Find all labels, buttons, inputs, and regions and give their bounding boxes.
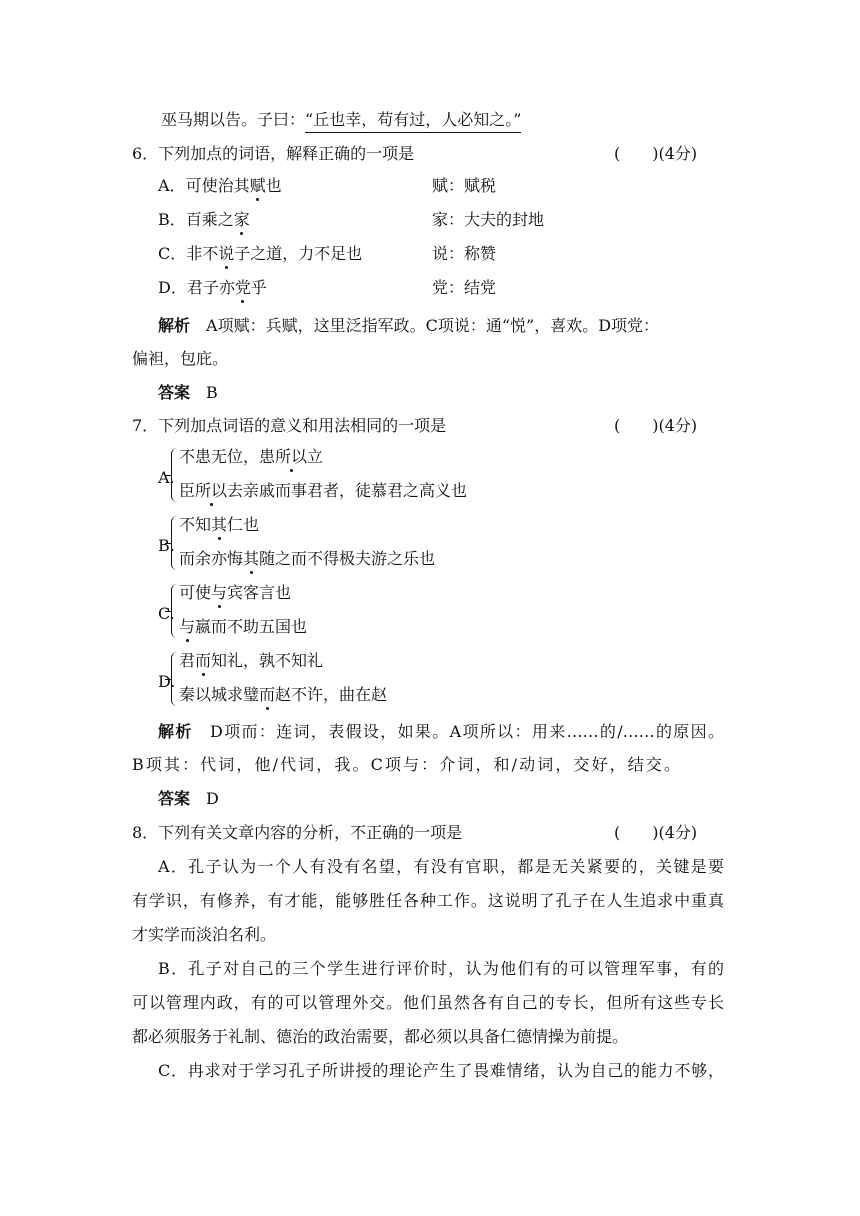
- q8-option-a-line3: 才实学而淡泊名利。: [132, 925, 277, 944]
- q8-score: ( )(4分): [614, 823, 698, 842]
- dotted-word: 家: [233, 210, 250, 229]
- q7-b-line1: 不知其仁也: [179, 515, 260, 534]
- q7-d-line1: 君而知礼，孰不知礼: [179, 651, 324, 670]
- q6-answer: [158, 385, 218, 401]
- answer-value: D: [206, 789, 219, 808]
- q6-analysis-line1: 解析 A项赋：兵赋，这里泛指军政。C项说：通“悦”，喜欢。D项党：: [158, 316, 660, 335]
- q6-def-a: 赋：赋税: [432, 176, 497, 195]
- brace: [171, 652, 179, 706]
- q7-analysis-line2: B项其：代词，他/代词，我。C项与：介词，和/动词，交好，结交。: [132, 755, 680, 774]
- dotted-word: 党: [234, 278, 251, 297]
- q7-group-c-label: C.: [158, 604, 175, 623]
- q8-option-a-line2: 有学识，有修养，有才能，能够胜任各种工作。这说明了孔子在人生追求中重真: [132, 891, 724, 910]
- q7-c-line1: 可使与宾客言也: [179, 583, 292, 602]
- q7-group-b-label: B.: [158, 536, 175, 555]
- q8-option-b-line1: B．孔子对自己的三个学生进行评价时，认为他们有的可以管理军事，有的: [158, 959, 724, 978]
- q7-stem: 7．下列加点词语的意义和用法相同的一项是: [132, 416, 447, 435]
- q8-option-c-line1: C．冉求对于学习孔子所讲授的理论产生了畏难情绪，认为自己的能力不够，: [158, 1061, 724, 1080]
- analysis-label: 解析: [158, 722, 193, 741]
- q6-def-d: 党：结党: [432, 278, 497, 297]
- q6-option-c: C．非不说子之道，力不足也: [158, 244, 363, 263]
- q6-def-b: 家：大夫的封地: [432, 210, 545, 229]
- q6-analysis-line2: 偏袒，包庇。: [132, 349, 229, 368]
- q6-option-d: D．君子亦党乎: [158, 278, 267, 297]
- q6-stem: 6．下列加点的词语，解释正确的一项是: [132, 144, 415, 163]
- q7-c-line2: 与嬴而不助五国也: [179, 617, 308, 636]
- q7-answer: [158, 791, 219, 807]
- answer-value: B: [206, 383, 218, 402]
- q7-a-line1: 不患无位，患所以立: [179, 447, 324, 466]
- q6-option-a: A．可使治其赋也: [158, 176, 282, 195]
- analysis-label: 解析: [158, 316, 191, 335]
- dotted-word: 说: [218, 244, 235, 263]
- q8-option-b-line3: 都必须服务于礼制、德治的政治需要，都必须以具备仁德情操为前提。: [132, 1027, 629, 1046]
- brace: [171, 448, 179, 502]
- q6-option-b: B．百乘之家: [158, 210, 250, 229]
- underlined-quote: “丘也幸，苟有过，人必知之。”: [305, 110, 521, 133]
- q7-score: ( )(4分): [614, 416, 698, 435]
- brace: [171, 584, 179, 638]
- quote-text: 巫马期以告。子曰：: [161, 110, 306, 129]
- q7-a-line2: 臣所以去亲戚而事君者，徒慕君之高义也: [179, 481, 468, 500]
- q6-def-c: 说：称赞: [432, 244, 497, 263]
- q7-group-a-label: A.: [158, 468, 175, 487]
- brace: [171, 516, 179, 570]
- q8-stem: 8．下列有关文章内容的分析，不正确的一项是: [132, 823, 463, 842]
- q7-d-line2: 秦以城求璧而赵不许，曲在赵: [179, 685, 388, 704]
- q6-score: ( )(4分): [614, 144, 698, 163]
- quote-line: [161, 112, 521, 128]
- q8-option-b-line2: 可以管理内政，有的可以管理外交。他们虽然各有自己的专长，但所有这些专长: [132, 993, 724, 1012]
- dotted-word: 赋: [249, 176, 266, 195]
- q7-group-d-label: D.: [158, 672, 176, 691]
- q7-analysis-line1: 解析 D项而：连词，表假设，如果。A项所以：用来……的/……的原因。: [158, 722, 724, 741]
- q7-b-line2: 而余亦悔其随之而不得极夫游之乐也: [179, 549, 436, 568]
- answer-label: 答案: [158, 789, 191, 808]
- q8-option-a-line1: A．孔子认为一个人有没有名望，有没有官职，都是无关紧要的，关键是要: [158, 857, 724, 876]
- answer-label: 答案: [158, 383, 191, 402]
